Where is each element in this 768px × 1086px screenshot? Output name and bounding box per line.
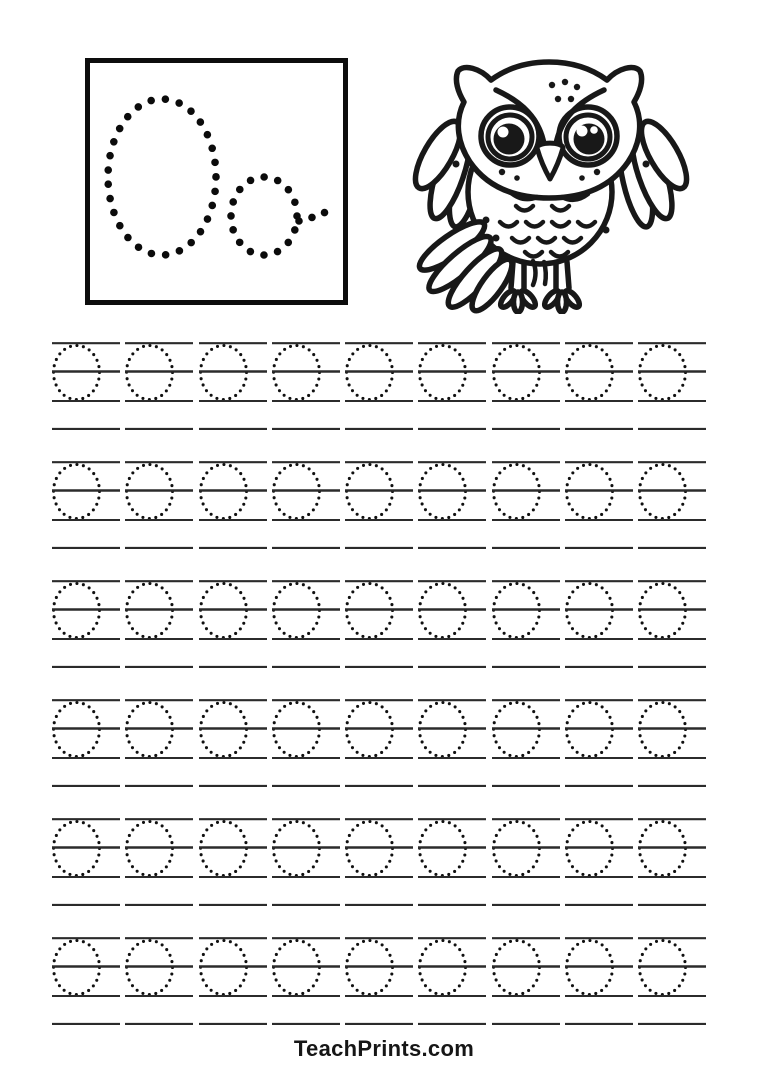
owl-illustration — [412, 56, 690, 314]
trace-cell — [125, 342, 193, 430]
trace-cell-guides — [52, 461, 120, 549]
trace-cell-guides — [492, 937, 560, 1025]
trace-cell-guides — [345, 342, 413, 430]
trace-cell — [199, 342, 267, 430]
trace-cell-guides — [52, 937, 120, 1025]
trace-cell-guides — [418, 699, 486, 787]
trace-row — [52, 580, 706, 668]
trace-cell — [638, 818, 706, 906]
trace-row — [52, 937, 706, 1025]
owl-right-foot-toe — [558, 292, 567, 312]
trace-cell — [125, 699, 193, 787]
trace-cell-guides — [345, 461, 413, 549]
owl-right-eye-highlight — [577, 126, 588, 137]
trace-cell — [565, 461, 633, 549]
trace-cell — [199, 937, 267, 1025]
sample-lowercase-o-tail — [299, 211, 328, 221]
owl-cheek-dot — [514, 175, 520, 181]
owl-cheek-dot — [499, 169, 505, 175]
trace-cell — [52, 818, 120, 906]
trace-cell — [418, 461, 486, 549]
trace-cell-guides — [199, 580, 267, 668]
trace-cell — [199, 580, 267, 668]
trace-cell — [52, 461, 120, 549]
trace-cell-guides — [345, 699, 413, 787]
trace-cell — [418, 699, 486, 787]
trace-cell-guides — [199, 699, 267, 787]
trace-cell — [272, 699, 340, 787]
trace-cell-guides — [418, 818, 486, 906]
trace-cell — [199, 818, 267, 906]
trace-row — [52, 818, 706, 906]
trace-cell-guides — [52, 818, 120, 906]
owl-forehead-dot — [549, 82, 555, 88]
trace-cell — [199, 461, 267, 549]
trace-cell-guides — [565, 937, 633, 1025]
trace-cell — [492, 342, 560, 430]
trace-cell-guides — [125, 461, 193, 549]
trace-cell — [492, 937, 560, 1025]
trace-cell-guides — [565, 342, 633, 430]
trace-cell-guides — [638, 937, 706, 1025]
trace-cell-guides — [418, 342, 486, 430]
owl-left-eye-highlight — [498, 127, 509, 138]
trace-cell — [272, 818, 340, 906]
trace-cell — [565, 937, 633, 1025]
trace-cell — [272, 342, 340, 430]
trace-cell-guides — [272, 937, 340, 1025]
owl-right-eye-highlight — [590, 126, 598, 134]
trace-cell-guides — [125, 818, 193, 906]
trace-cell-guides — [272, 818, 340, 906]
owl-tail-tuft — [533, 261, 536, 285]
trace-cell — [638, 461, 706, 549]
trace-cell-guides — [418, 580, 486, 668]
trace-cell — [345, 937, 413, 1025]
owl-forehead-dot — [574, 84, 580, 90]
trace-cell — [638, 342, 706, 430]
trace-cell-guides — [125, 342, 193, 430]
trace-cell-guides — [492, 699, 560, 787]
owl-forehead-dot — [568, 96, 574, 102]
trace-cell-guides — [345, 937, 413, 1025]
trace-cell — [638, 937, 706, 1025]
trace-cell-guides — [125, 937, 193, 1025]
sample-lowercase-o — [231, 177, 297, 255]
owl-left-foot-toe — [514, 292, 523, 312]
owl-left-pupil — [494, 124, 525, 155]
trace-cell — [52, 580, 120, 668]
trace-cell — [418, 818, 486, 906]
trace-cell — [418, 937, 486, 1025]
trace-cell-guides — [345, 818, 413, 906]
trace-cell-guides — [125, 699, 193, 787]
trace-cell — [492, 461, 560, 549]
trace-cell — [565, 342, 633, 430]
trace-row — [52, 461, 706, 549]
trace-cell — [125, 461, 193, 549]
trace-cell-guides — [565, 699, 633, 787]
trace-cell — [272, 580, 340, 668]
trace-cell-guides — [125, 580, 193, 668]
trace-cell-guides — [199, 342, 267, 430]
trace-cell — [125, 937, 193, 1025]
trace-cell — [418, 342, 486, 430]
owl-left-leg — [511, 262, 513, 288]
trace-cell — [565, 580, 633, 668]
trace-cell-guides — [272, 342, 340, 430]
trace-cell — [52, 342, 120, 430]
trace-row — [52, 699, 706, 787]
trace-cell-guides — [492, 461, 560, 549]
trace-cell — [418, 580, 486, 668]
owl-right-leg — [567, 262, 569, 288]
trace-cell-guides — [199, 461, 267, 549]
owl-forehead-dot — [562, 79, 568, 85]
trace-cell-guides — [52, 342, 120, 430]
trace-cell-guides — [199, 937, 267, 1025]
trace-cell — [272, 937, 340, 1025]
trace-cell — [345, 818, 413, 906]
trace-cell-guides — [565, 818, 633, 906]
owl-wing-dot — [453, 161, 460, 168]
trace-cell — [52, 937, 120, 1025]
trace-cell-guides — [638, 461, 706, 549]
trace-cell — [638, 699, 706, 787]
trace-cell-guides — [272, 699, 340, 787]
owl-body-dot — [493, 235, 500, 242]
owl-tail-tuft — [544, 262, 546, 284]
trace-cell — [125, 580, 193, 668]
sample-uppercase-o — [108, 99, 216, 255]
trace-cell — [345, 461, 413, 549]
trace-cell-guides — [418, 937, 486, 1025]
letter-sample-box — [85, 58, 348, 305]
trace-cell-guides — [492, 818, 560, 906]
trace-cell-guides — [52, 699, 120, 787]
trace-cell — [492, 580, 560, 668]
owl-cheek-dot — [594, 169, 600, 175]
trace-cell-guides — [272, 580, 340, 668]
dotted-letters-graphic — [90, 63, 343, 300]
trace-cell-guides — [52, 580, 120, 668]
trace-cell — [345, 342, 413, 430]
trace-cell-guides — [565, 580, 633, 668]
owl-body-dot — [483, 217, 490, 224]
trace-cell — [638, 580, 706, 668]
owl-cheek-dot — [579, 175, 585, 181]
trace-cell-guides — [565, 461, 633, 549]
trace-cell-guides — [492, 342, 560, 430]
trace-cell-guides — [638, 818, 706, 906]
owl-forehead-dot — [555, 96, 561, 102]
trace-row — [52, 342, 706, 430]
trace-cell — [345, 580, 413, 668]
trace-cell — [492, 699, 560, 787]
tracing-grid — [52, 342, 706, 1056]
trace-cell — [125, 818, 193, 906]
trace-cell-guides — [418, 461, 486, 549]
owl-body-dot — [603, 227, 610, 234]
trace-cell-guides — [638, 342, 706, 430]
trace-cell — [199, 699, 267, 787]
trace-cell-guides — [638, 699, 706, 787]
footer-site-text: TeachPrints.com — [293, 1036, 475, 1061]
trace-cell-guides — [638, 580, 706, 668]
trace-cell — [345, 699, 413, 787]
trace-cell-guides — [199, 818, 267, 906]
trace-cell-guides — [492, 580, 560, 668]
trace-cell-guides — [345, 580, 413, 668]
trace-cell — [272, 461, 340, 549]
trace-cell — [565, 699, 633, 787]
trace-cell — [52, 699, 120, 787]
trace-cell — [492, 818, 560, 906]
owl-icon — [412, 56, 690, 314]
trace-cell-guides — [272, 461, 340, 549]
owl-wing-dot — [643, 161, 650, 168]
trace-cell — [565, 818, 633, 906]
